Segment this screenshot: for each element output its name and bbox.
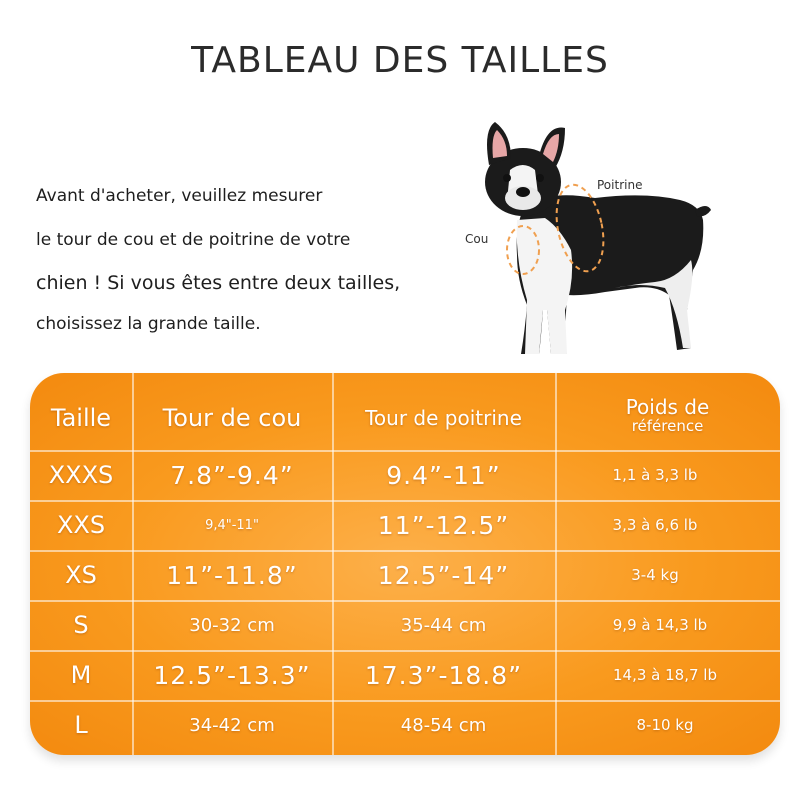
table-cell-neck: 7.8”-9.4”: [170, 460, 294, 490]
dog-illustration: [455, 110, 755, 370]
intro-line-2: le tour de cou et de poitrine de votre: [36, 230, 351, 250]
table-cell-chest: 35-44 cm: [400, 614, 487, 636]
page-title: TABLEAU DES TAILLES: [191, 40, 609, 81]
table-cell-chest: 12.5”-14”: [377, 560, 510, 590]
table-cell-neck: 9,4"-11": [205, 517, 259, 533]
table-cell-chest: 9.4”-11”: [386, 460, 501, 490]
size-table: [30, 373, 780, 755]
table-cell-weight: 3-4 kg: [631, 566, 679, 584]
table-cell-weight: 14,3 à 18,7 lb: [613, 666, 717, 684]
header-size: Taille: [50, 404, 112, 432]
table-cell-weight: 1,1 à 3,3 lb: [612, 466, 698, 484]
header-weight: [555, 387, 780, 443]
table-cell-neck: 12.5”-13.3”: [153, 660, 311, 690]
chest-label: Poitrine: [597, 178, 643, 192]
header-neck: Tour de cou: [162, 404, 302, 432]
intro-line-1: Avant d'acheter, veuillez mesurer: [36, 186, 323, 206]
table-cell-size: L: [74, 711, 88, 739]
french-bulldog-image: [455, 110, 755, 370]
header-weight-line2: référence: [631, 416, 704, 435]
table-cell-chest: 17.3”-18.8”: [364, 660, 523, 690]
table-cell-chest: 48-54 cm: [400, 714, 487, 736]
table-cell-weight: 9,9 à 14,3 lb: [612, 616, 708, 634]
header-weight-line1: Poids de: [625, 394, 710, 419]
neck-label: Cou: [465, 232, 489, 246]
table-cell-size: XXXS: [48, 461, 114, 489]
table-cell-weight: 3,3 à 6,6 lb: [612, 516, 698, 534]
intro-line-3: chien ! Si vous êtes entre deux tailles,: [36, 272, 401, 294]
table-cell-size: S: [73, 611, 89, 639]
table-cell-weight: 8-10 kg: [636, 716, 694, 734]
table-cell-neck: 34-42 cm: [189, 714, 275, 736]
table-cell-neck: 11”-11.8”: [166, 560, 298, 590]
header-chest: Tour de poitrine: [365, 406, 522, 430]
table-cell-chest: 11”-12.5”: [377, 510, 510, 540]
table-cell-neck: 30-32 cm: [189, 614, 275, 636]
intro-line-4: choisissez la grande taille.: [36, 314, 261, 334]
table-cell-size: M: [70, 661, 92, 689]
table-cell-size: XS: [65, 561, 97, 589]
table-cell-size: XXS: [56, 511, 106, 539]
